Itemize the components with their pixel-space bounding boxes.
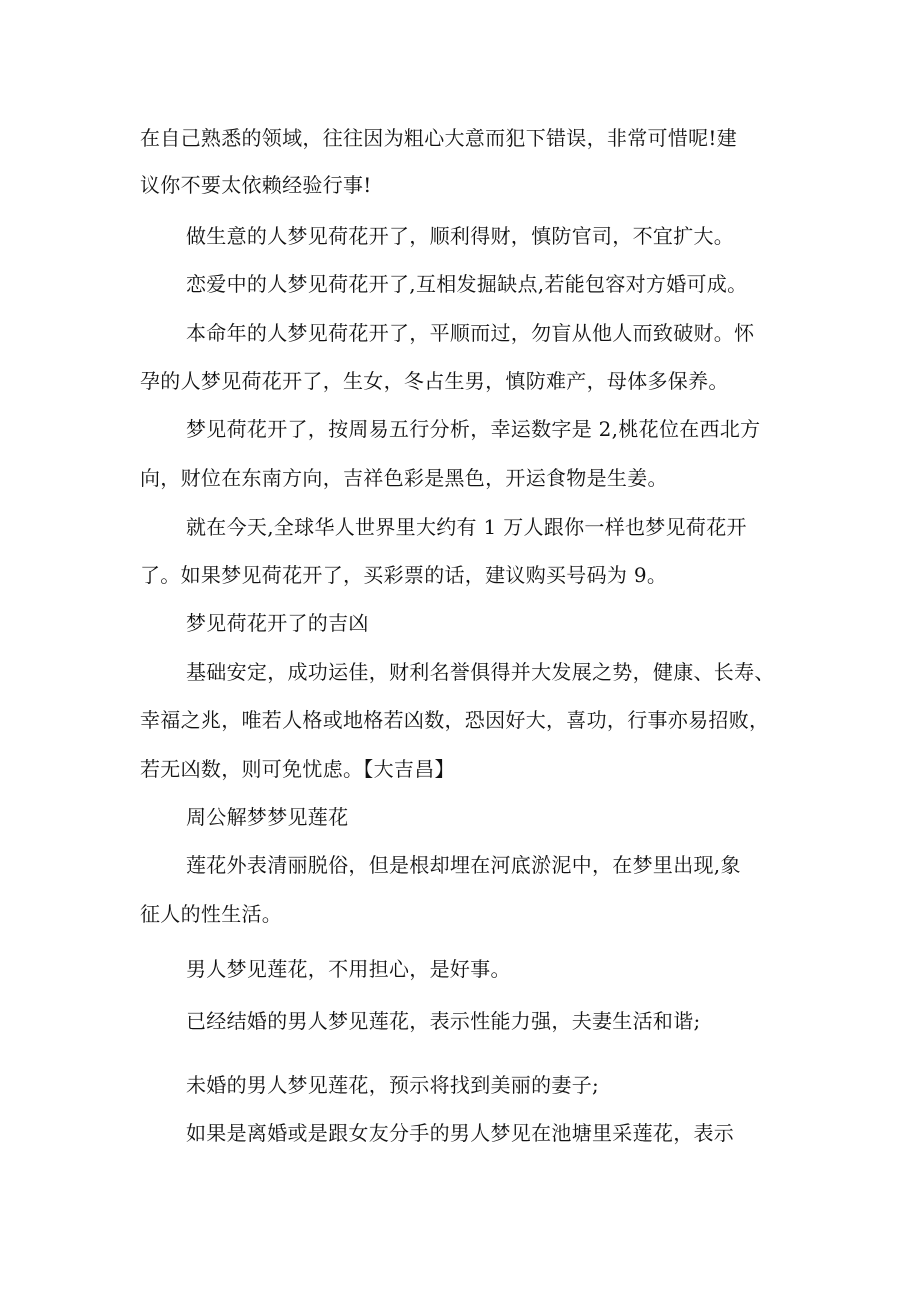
- section-heading: 梦见荷花开了的吉凶: [186, 611, 369, 635]
- paragraph-line: 做生意的人梦见荷花开了，顺利得财，慎防官司，不宜扩大。: [186, 224, 735, 248]
- paragraph-line: 幸福之兆，唯若人格或地格若凶数，恐因好大，喜功，行事亦易招败，: [140, 708, 770, 732]
- paragraph-line: 若无凶数，则可免忧虑。【大吉昌】: [140, 757, 455, 781]
- paragraph-line: 了。如果梦见荷花开了，买彩票的话，建议购买号码为 9。: [140, 563, 668, 587]
- paragraph-line: 恋爱中的人梦见荷花开了,互相发掘缺点,若能包容对方婚可成。: [186, 272, 748, 296]
- paragraph-line: 如果是离婚或是跟女友分手的男人梦见在池塘里采莲花，表示: [186, 1121, 735, 1145]
- paragraph-line: 莲花外表清丽脱俗，但是根却埋在河底淤泥中，在梦里出现,象: [186, 853, 741, 877]
- paragraph-line: 未婚的男人梦见莲花，预示将找到美丽的妻子;: [186, 1073, 600, 1097]
- paragraph-line: 向，财位在东南方向，吉祥色彩是黑色，开运食物是生姜。: [140, 466, 668, 490]
- paragraph-line: 梦见荷花开了，按周易五行分析，幸运数字是 2,桃花位在西北方: [186, 417, 761, 441]
- section-heading: 周公解梦梦见莲花: [186, 805, 349, 829]
- paragraph-line: 已经结婚的男人梦见莲花，表示性能力强，夫妻生活和谐;: [186, 1009, 701, 1033]
- paragraph-line: 基础安定，成功运佳，财利名誉俱得并大发展之势，健康、长寿、: [186, 660, 775, 684]
- paragraph-line: 就在今天,全球华人世界里大约有 1 万人跟你一样也梦见荷花开: [186, 515, 747, 539]
- paragraph-line: 孕的人梦见荷花开了，生女，冬占生男，慎防难产，母体多保养。: [140, 369, 729, 393]
- paragraph-line: 男人梦见莲花，不用担心，是好事。: [186, 957, 511, 981]
- paragraph-line: 议你不要太依赖经验行事!: [140, 173, 372, 197]
- paragraph-line: 征人的性生活。: [140, 902, 283, 926]
- paragraph-line: 本命年的人梦见荷花开了，平顺而过，勿盲从他人而致破财。怀: [186, 321, 755, 345]
- paragraph-line: 在自己熟悉的领域，往往因为粗心大意而犯下错误，非常可惜呢!建: [140, 126, 738, 150]
